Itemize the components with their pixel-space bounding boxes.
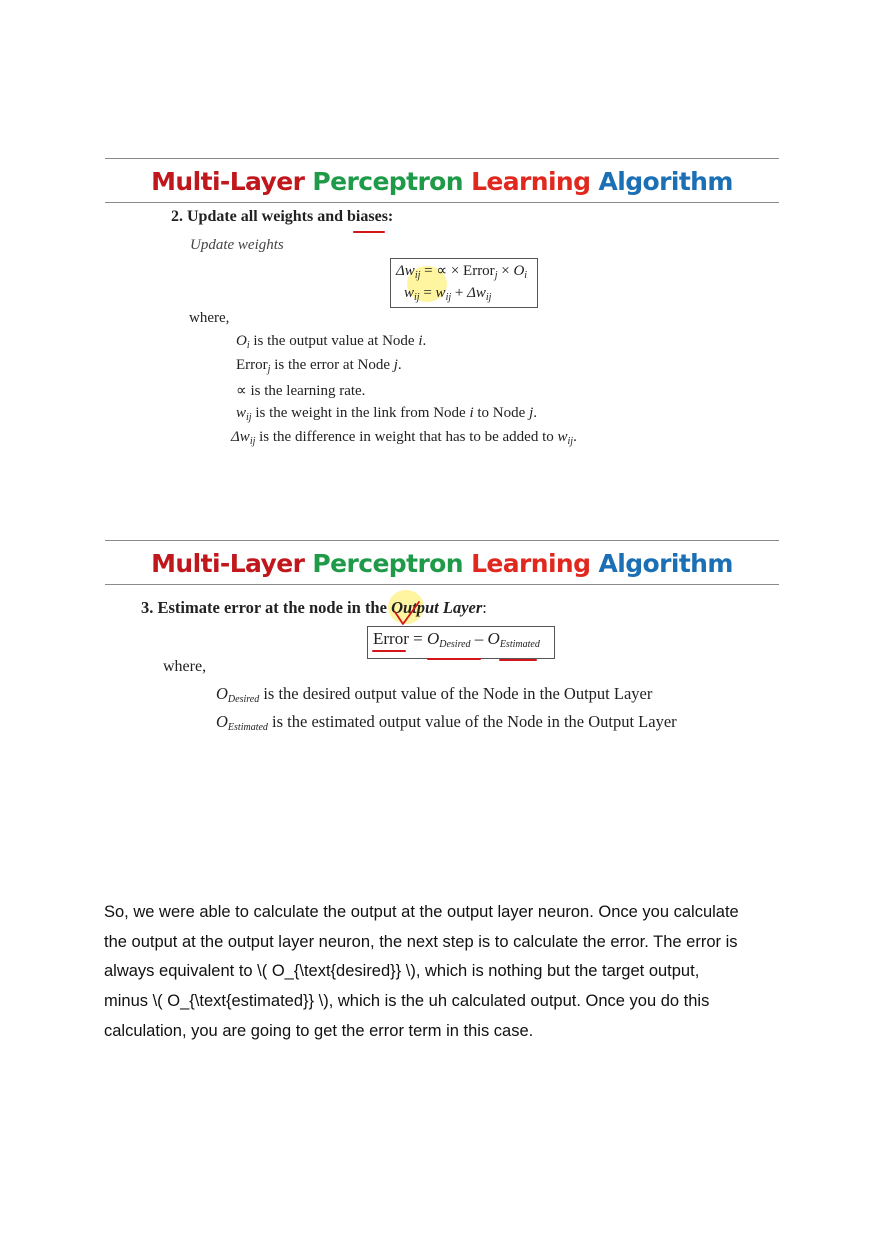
- slide-update-weights: [105, 158, 779, 458]
- paragraph-line: the output at the output layer neuron, the next step is to calculate the error. The error is: [104, 932, 738, 951]
- where-label: where,: [189, 310, 230, 326]
- equation-line-1: $\Delta w_{ij}$ = ∝ × Error$_j$ × $O_i$: [396, 263, 528, 281]
- title-rule-bottom: [105, 202, 779, 203]
- definition-estimated: $O_{Estimated}$ is the estimated output value of the Node in the Output Layer: [216, 712, 677, 733]
- definition-output-value: $O_i$ is the output value at Node i.: [236, 333, 427, 351]
- definition-desired: $O_{Desired}$ is the desired output value of the Node in the Output Layer: [216, 684, 653, 705]
- title-rule-top: [105, 158, 779, 159]
- paragraph-line: minus \( O_{\text{estimated}} \), which is the uh calculated output. Once you do this: [104, 992, 710, 1011]
- title-rule-bottom: [105, 584, 779, 585]
- step-heading: 3. Estimate error at the node in the Output Layer:: [141, 598, 487, 617]
- underline-estimated: [499, 659, 537, 661]
- definition-weight: $w_{ij}$ is the weight in the link from Node i to Node j.: [236, 405, 537, 423]
- where-label: where,: [163, 658, 207, 675]
- subheading: Update weights: [190, 237, 284, 253]
- underline-desired: [427, 658, 481, 660]
- definition-learning-rate: ∝ is the learning rate.: [236, 383, 366, 399]
- underline-mark: [353, 231, 385, 233]
- slide-title: Multi-Layer Perceptron Learning Algorithm: [151, 549, 733, 578]
- paragraph-line: calculation, you are going to get the error term in this case.: [104, 1021, 534, 1040]
- title-rule-top: [105, 540, 779, 541]
- paragraph-line: So, we were able to calculate the output at the output layer neuron. Once you calculate: [104, 903, 739, 921]
- definition-weight-difference: $\Delta w_{ij}$ is the difference in weight that has to be added to $w_{ij}$.: [231, 429, 577, 447]
- step-heading: 2. Update all weights and biases:: [171, 208, 394, 225]
- transcript-paragraph: [104, 898, 784, 1047]
- slide-title: Multi-Layer Perceptron Learning Algorithm: [151, 167, 733, 196]
- slide-estimate-error: [105, 540, 779, 750]
- underline-error: [372, 650, 406, 652]
- equation-line-2: $w_{ij} = w_{ij} + \Delta w_{ij}$: [404, 285, 492, 303]
- definition-error: Error$_j$ is the error at Node j.: [236, 357, 402, 375]
- paragraph-line: always equivalent to \( O_{\text{desired}} \), which is nothing but the target output,: [104, 962, 700, 981]
- error-equation: Error = $O_{Desired} - O_{Estimated}$: [373, 629, 540, 650]
